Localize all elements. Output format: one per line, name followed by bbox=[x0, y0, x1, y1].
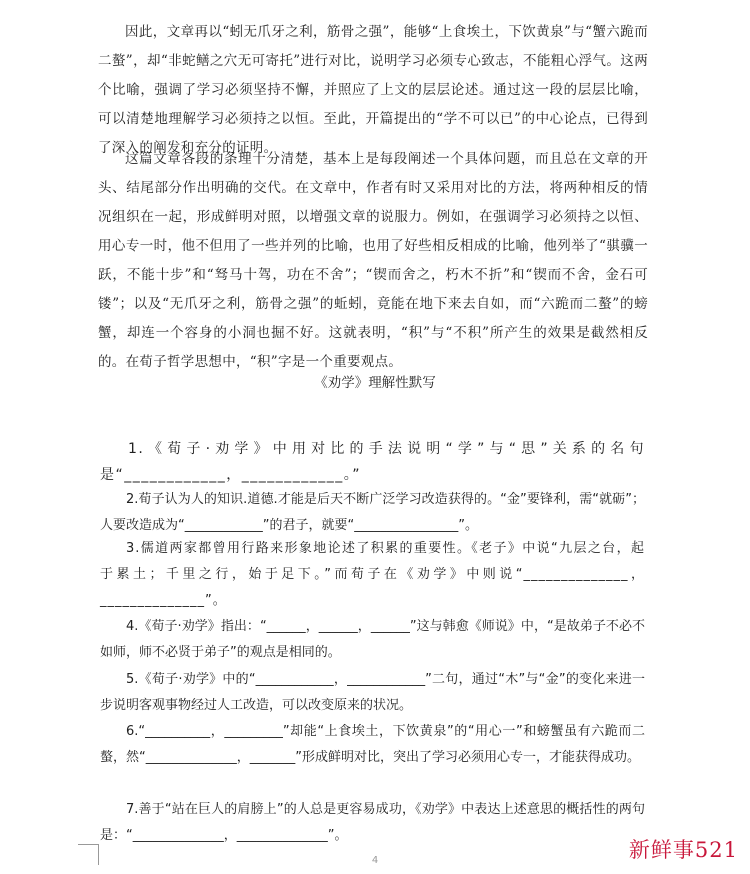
watermark: 新鲜事521 bbox=[628, 838, 738, 862]
question-6: 6.“__________，_________”却能“上食埃土，下饮黄泉”的“用心一”和螃蟹虽有六跪而二螯，然“______________，_______”形成鲜明对比，突出了学习必须用心专一，才能获得成功。 bbox=[100, 724, 645, 765]
question-5: 5.《荀子·劝学》中的“____________，____________”二句，通过“木”与“金”的变化来进一步说明客观事物经过人工改造，可以改变原来的状况。 bbox=[100, 672, 645, 713]
question-3: 3.儒道两家都曾用行路来形象地论述了积累的重要性。《老子》中说“九层之台，起于累土；千里之行，始于足下。”而荀子在《劝学》中则说“______________，______________”。 bbox=[100, 541, 645, 608]
question-2: 2.荀子认为人的知识.道德.才能是后天不断广泛学习改造获得的。“金”要锋利，需“就砺”；人要改造成为“____________”的君子，就要“________________”。 bbox=[100, 492, 645, 533]
question-7: 7.善于“站在巨人的肩膀上”的人总是更容易成功，《劝学》中表达上述意思的概括性的两句是：“______________，______________”。 bbox=[100, 802, 645, 843]
page-number: 4 bbox=[371, 855, 379, 866]
question-1: 1.《荀子·劝学》中用对比的手法说明“学”与“思”关系的名句是“____________，____________。” bbox=[100, 441, 645, 483]
section-title: 《劝学》理解性默写 bbox=[314, 375, 436, 391]
commentary-paragraph-1: 因此，文章再以“蚓无爪牙之利，筋骨之强”，能够“上食埃土，下饮黄泉”与“蟹六跪而二螯”，却“非蛇鳝之穴无可寄托”进行对比，说明学习必须专心致志，不能粗心浮气。这两个比喻，强调了学习必须坚持不懈，并照应了上文的层层论述。通过这一段的层层比喻，可以清楚地理解学习必须持之以恒。至此，开篇提出的“学不可以已”的中心论点，已得到了深入的阐发和充分的证明。 bbox=[98, 23, 648, 156]
commentary-paragraph-2: 这篇文章各段的条理十分清楚，基本上是每段阐述一个具体问题，而且总在文章的开头、结尾部分作出明确的交代。在文章中，作者有时又采用对比的方法，将两种相反的情况组织在一起，形成鲜明对照，以增强文章的说服力。例如，在强调学习必须持之以恒、用心专一时，他不但用了一些并列的比喻，也用了好些相反相成的比喻，他列举了“骐骥一跃，不能十步”和“驽马十驾，功在不舍”；“锲而舍之，朽木不折”和“锲而不舍，金石可镂”；以及“无爪牙之利，筋骨之强”的蚯蚓，竟能在地下来去自如，而“六跪而二螯”的螃蟹，却连一个容身的小洞也掘不好。这就表明，“积”与“不积”所产生的效果是截然相反的。在荀子哲学思想中，“积”字是一个重要观点。 bbox=[98, 150, 648, 370]
question-4: 4.《荀子·劝学》指出：“______，______，______”这与韩愈《师说》中，“是故弟子不必不如师，师不必贤于弟子”的观点是相同的。 bbox=[100, 619, 645, 660]
